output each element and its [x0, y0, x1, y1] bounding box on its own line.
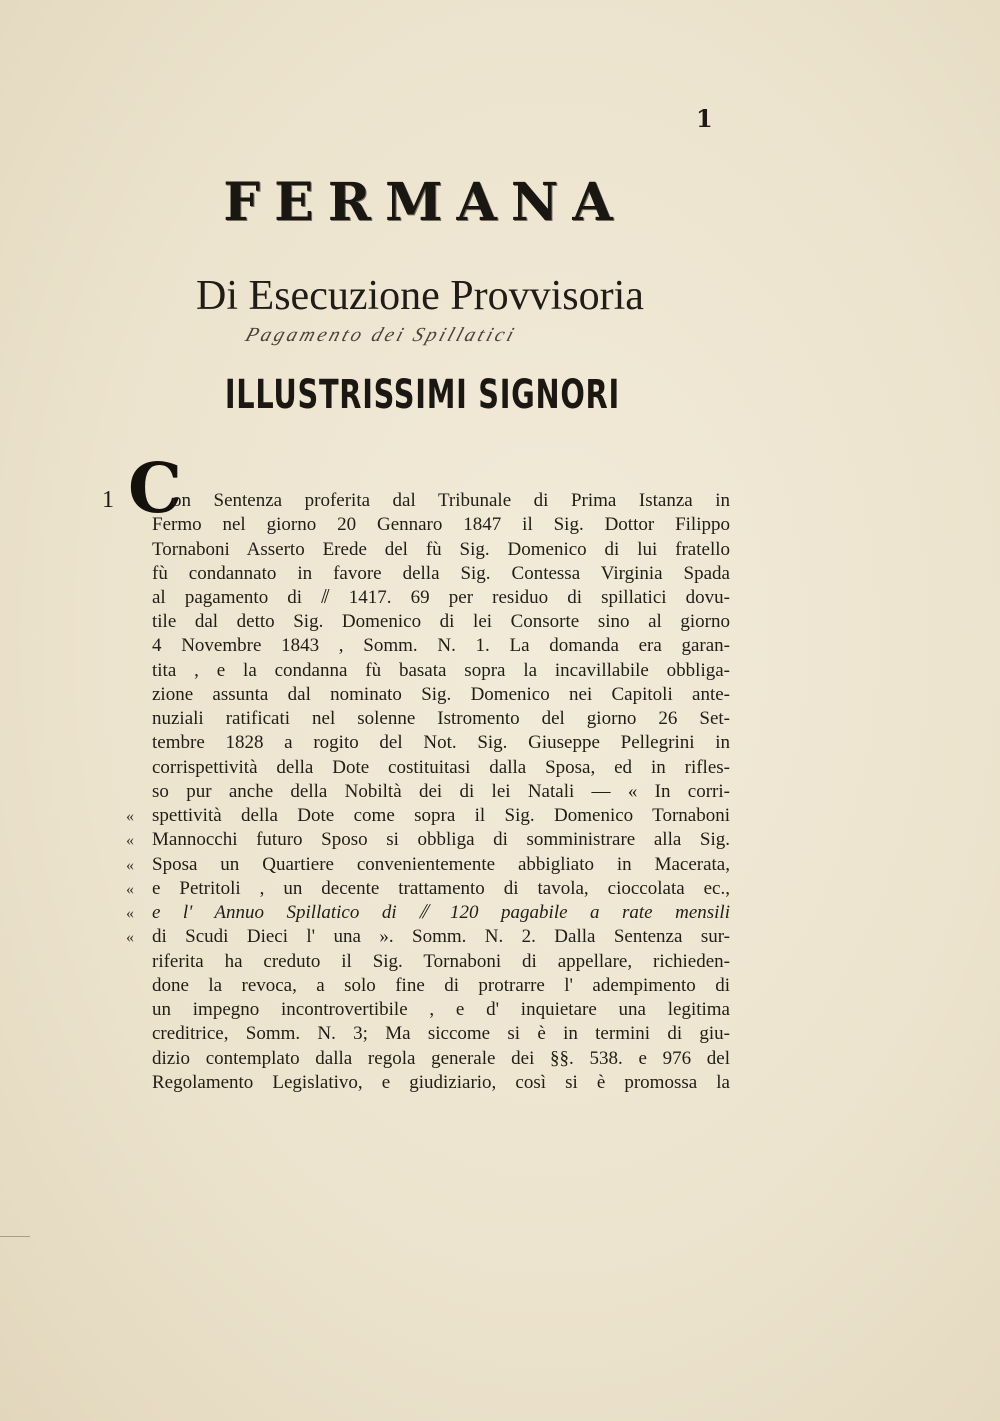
body-line: dizio contemplato dalla regola generale dei §§. 538. e 976 del: [152, 1048, 730, 1069]
body-line: nuziali ratificati nel solenne Istromento del giorno 26 Set-: [152, 708, 730, 729]
body-line: fù condannato in favore della Sig. Contessa Virginia Spada: [152, 563, 730, 584]
quote-mark: «: [126, 905, 134, 922]
document-subtitle: Di Esecuzione Provvisoria: [196, 273, 644, 319]
body-line: Fermo nel giorno 20 Gennaro 1847 il Sig. Dottor Filippo: [152, 514, 730, 535]
body-line: di Scudi Dieci l' una ». Somm. N. 2. Dalla Sentenza sur-: [152, 926, 730, 947]
document-title: FERMANA: [223, 172, 627, 233]
drop-cap: C: [128, 449, 183, 529]
quote-mark: «: [126, 881, 134, 898]
body-line: e Petritoli , un decente trattamento di tavola, cioccolata ec.,: [152, 878, 730, 899]
body-line: zione assunta dal nominato Sig. Domenico nei Capitoli ante-: [152, 684, 730, 705]
handwritten-note: Pagamento dei Spillatici: [242, 324, 520, 346]
body-line: on Sentenza proferita dal Tribunale di Prima Istanza in: [172, 490, 730, 511]
quote-mark: «: [126, 929, 134, 946]
body-line: corrispettività della Dote costituitasi dalla Sposa, ed in rifles-: [152, 757, 730, 778]
body-line: tembre 1828 a rogito del Not. Sig. Giuseppe Pellegrini in: [152, 732, 730, 753]
body-line: al pagamento di ⫽ 1417. 69 per residuo di spillatici dovu-: [152, 587, 730, 608]
page-number: 1: [696, 104, 713, 133]
quote-mark: «: [126, 832, 134, 849]
quote-mark: «: [126, 857, 134, 874]
body-line: 4 Novembre 1843 , Somm. N. 1. La domanda era garan-: [152, 635, 730, 656]
body-line: spettività della Dote come sopra il Sig. Domenico Tornaboni: [152, 805, 730, 826]
body-line: Regolamento Legislativo, e giudiziario, così si è promossa la: [152, 1072, 730, 1093]
body-line: tita , e la condanna fù basata sopra la incavillabile obbliga-: [152, 660, 730, 681]
salutation-heading: ILLUSTRISSIMI SIGNORI: [224, 372, 620, 418]
body-line: done la revoca, a solo fine di protrarre l' adempimento di: [152, 975, 730, 996]
body-line: tile dal detto Sig. Domenico di lei Consorte sino al giorno: [152, 611, 730, 632]
body-line: un impegno incontrovertibile , e d' inquietare una legitima: [152, 999, 730, 1020]
body-line: creditrice, Somm. N. 3; Ma siccome si è in termini di giu-: [152, 1023, 730, 1044]
body-line: Sposa un Quartiere convenientemente abbigliato in Macerata,: [152, 854, 730, 875]
body-line: Tornaboni Asserto Erede del fù Sig. Domenico di lui fratello: [152, 539, 730, 560]
quote-mark: «: [126, 808, 134, 825]
fold-mark: [0, 1236, 30, 1237]
body-line: Mannocchi futuro Sposo si obbliga di somministrare alla Sig.: [152, 829, 730, 850]
body-line: so pur anche della Nobiltà dei di lei Natali — « In corri-: [152, 781, 730, 802]
margin-number: 1: [102, 487, 114, 513]
body-line: e l' Annuo Spillatico di ⫽ 120 pagabile a rate mensili: [152, 902, 730, 923]
body-line: riferita ha creduto il Sig. Tornaboni di appellare, richieden-: [152, 951, 730, 972]
